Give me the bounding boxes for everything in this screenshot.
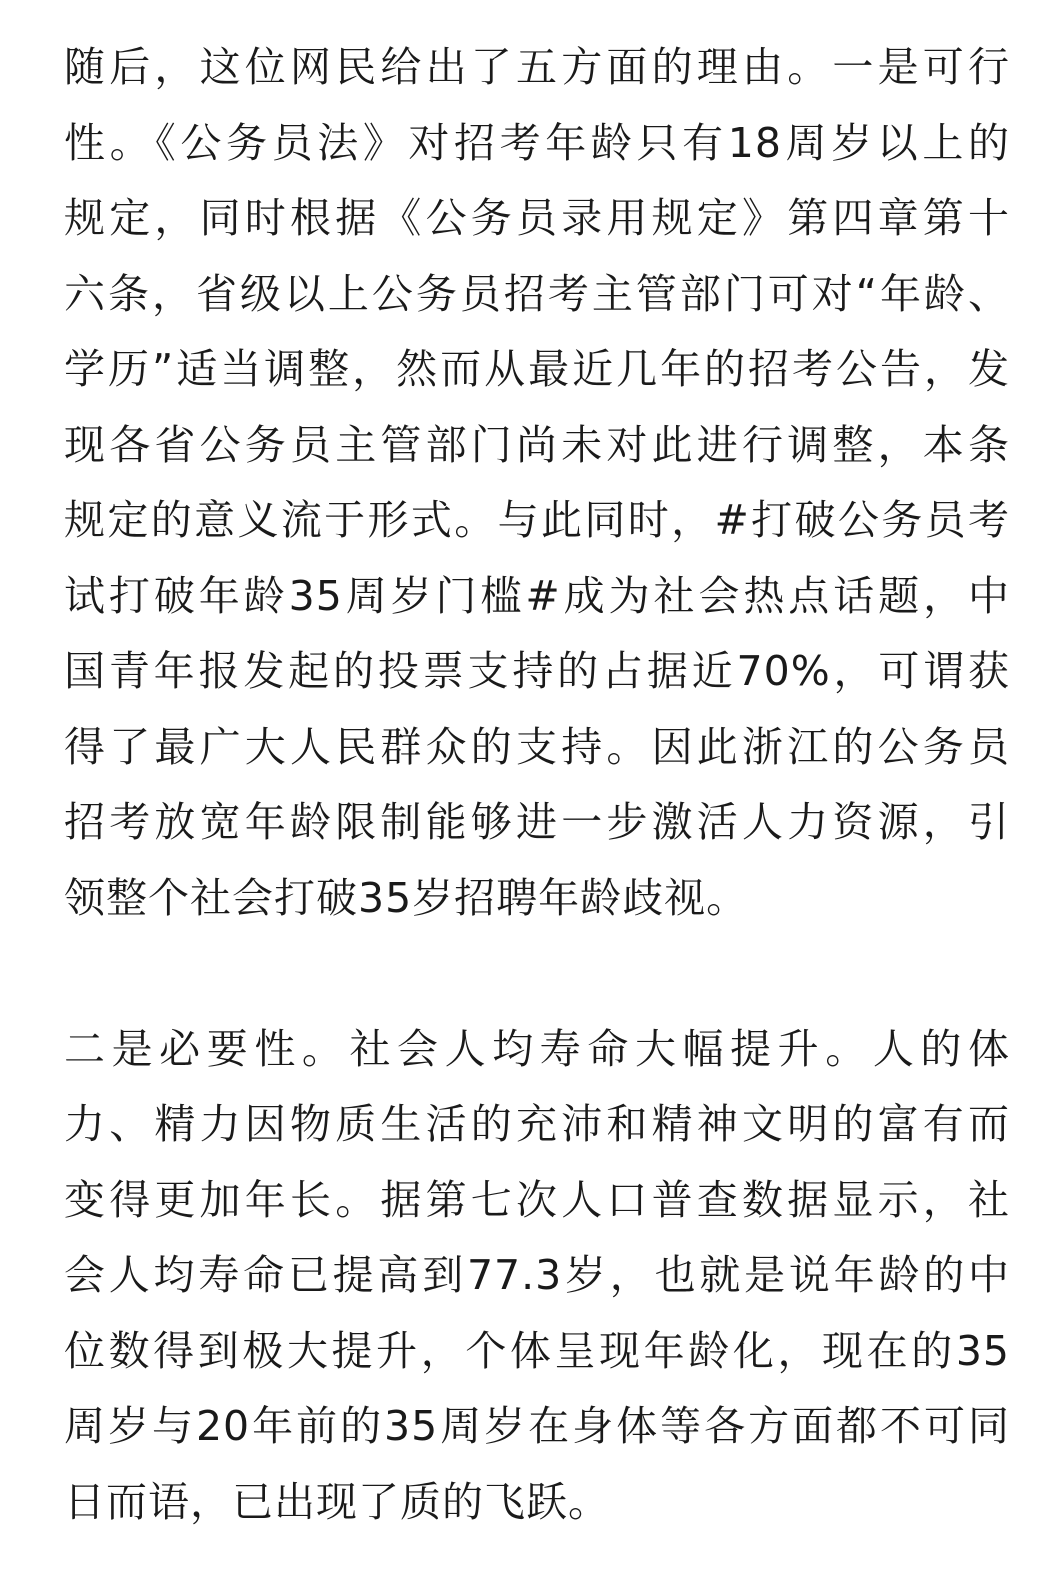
text-line: 日而语，已出现了质的飞跃。 xyxy=(64,1477,610,1526)
text-line: 会人均寿命已提高到77.3岁，也就是说年龄的中 xyxy=(64,1251,1010,1299)
text-line: 位数得到极大提升，个体呈现年龄化，现在的35 xyxy=(64,1326,1010,1375)
paragraph-reason-necessity xyxy=(64,1012,1010,1541)
text-line: 二是必要性。社会人均寿命大幅提升。人的体 xyxy=(64,1024,1010,1073)
text-line: 性。《公务员法》对招考年龄只有18周岁以上的 xyxy=(64,118,1010,167)
paragraph-spacer xyxy=(64,936,1010,1012)
text-line: 规定的意义流于形式。与此同时，#打破公务员考 xyxy=(64,496,1010,544)
article-body xyxy=(64,30,1010,1540)
paragraph-reason-feasibility xyxy=(64,30,1010,936)
text-line: 试打破年龄35周岁门槛#成为社会热点话题，中 xyxy=(64,571,1010,620)
text-line: 国青年报发起的投票支持的占据近70%，可谓获 xyxy=(64,647,1010,695)
text-line: 随后，这位网民给出了五方面的理由。一是可行 xyxy=(64,43,1010,91)
text-line: 变得更加年长。据第七次人口普查数据显示，社 xyxy=(64,1175,1010,1224)
text-line: 周岁与20年前的35周岁在身体等各方面都不可同 xyxy=(64,1402,1010,1450)
text-line: 力、精力因物质生活的充沛和精神文明的富有而 xyxy=(64,1100,1010,1148)
text-line: 现各省公务员主管部门尚未对此进行调整，本条 xyxy=(64,420,1010,469)
text-line: 得了最广大人民群众的支持。因此浙江的公务员 xyxy=(64,722,1010,771)
text-line: 领整个社会打破35岁招聘年龄歧视。 xyxy=(64,873,749,922)
text-line: 学历”适当调整，然而从最近几年的招考公告，发 xyxy=(64,345,1010,393)
text-line: 规定，同时根据《公务员录用规定》第四章第十 xyxy=(64,194,1010,242)
text-line: 招考放宽年龄限制能够进一步激活人力资源，引 xyxy=(64,798,1010,846)
text-line: 六条，省级以上公务员招考主管部门可对“年龄、 xyxy=(64,269,1010,318)
